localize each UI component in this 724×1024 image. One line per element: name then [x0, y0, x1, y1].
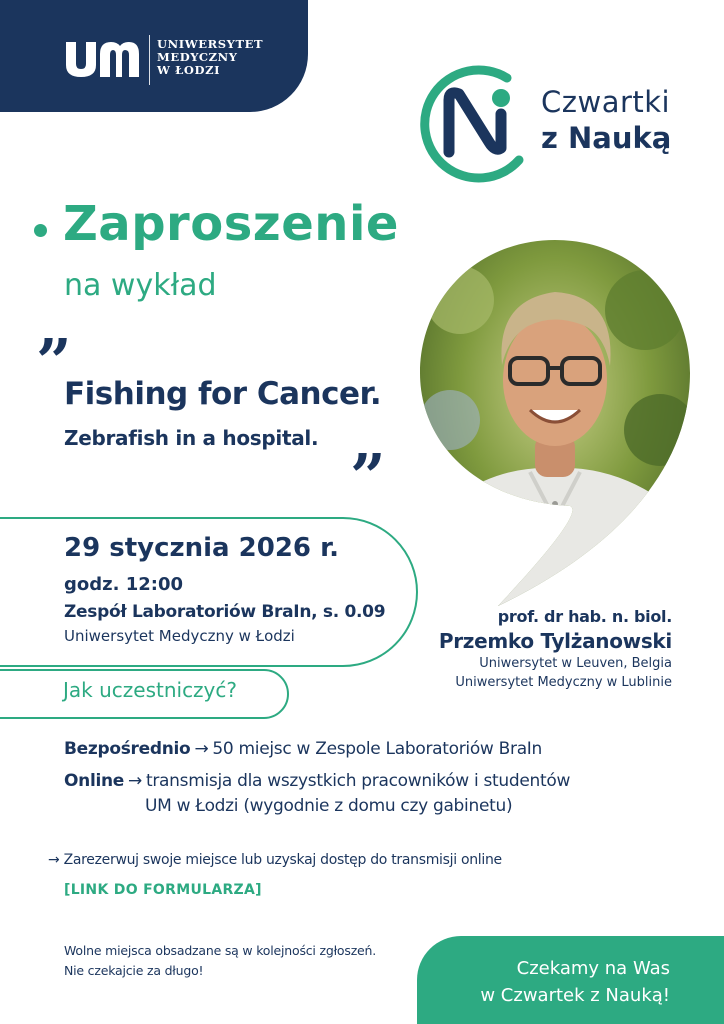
direct-text: 50 miejsc w Zespole Laboratoriów BraIn [212, 739, 542, 759]
event-university: Uniwersytet Medyczny w Łodzi [64, 627, 295, 645]
university-logo-icon [64, 38, 140, 78]
speaker-affiliation-1: Uniwersytet w Leuven, Belgia [479, 656, 672, 671]
lecture-subtitle: Zebrafish in a hospital. [64, 426, 319, 450]
online-text-2: UM w Łodzi (wygodnie z domu czy gabinetu) [145, 796, 513, 816]
invitation-title: Zaproszenie [63, 196, 399, 252]
event-date: 29 stycznia 2026 r. [64, 533, 340, 563]
lecture-title: Fishing for Cancer. [64, 376, 382, 412]
speaker-affiliation-2: Uniwersytet Medyczny w Lublinie [455, 675, 672, 690]
direct-label: Bezpośrednio [64, 739, 191, 759]
speaker-name: Przemko Tylżanowski [438, 629, 672, 653]
speaker-info [439, 606, 672, 692]
event-time: godz. 12:00 [64, 574, 184, 595]
university-logo-divider [149, 35, 150, 85]
speaker-title: prof. dr hab. n. biol. [497, 607, 672, 626]
closing-message: Czekamy na Was w Czwartek z Nauką! [480, 958, 670, 1006]
quote-close-icon: ” [350, 440, 382, 513]
invitation-subtitle: na wykład [64, 268, 217, 303]
speaker-photo [420, 240, 690, 606]
registration-info [48, 852, 502, 868]
online-label: Online [64, 771, 125, 791]
czwartki-logo-icon [415, 56, 533, 188]
registration-text: Zarezerwuj swoje miejsce lub uzyskaj dostęp do transmisji online [63, 852, 502, 868]
title-bullet [34, 224, 47, 237]
online-text-1: transmisja dla wszystkich pracowników i studentów [146, 771, 571, 791]
arrow-right-icon: → [194, 739, 209, 759]
arrow-right-icon: → [128, 771, 142, 791]
seats-note: Wolne miejsca obsadzane są w kolejności zgłoszeń. Nie czekajcie za długo! [64, 943, 377, 978]
arrow-right-icon: → [48, 852, 60, 868]
direct-option [64, 739, 542, 759]
series-title: Czwartki z Nauką [541, 85, 672, 155]
university-name: UNIWERSYTET MEDYCZNY W ŁODZI [157, 37, 264, 77]
join-heading: Jak uczestniczyć? [63, 678, 238, 702]
quote-open-icon: ” [36, 325, 68, 398]
online-option [64, 771, 570, 791]
registration-form-link[interactable]: [LINK DO FORMULARZA] [64, 882, 262, 898]
event-place: Zespół Laboratoriów BraIn, s. 0.09 [64, 602, 386, 622]
